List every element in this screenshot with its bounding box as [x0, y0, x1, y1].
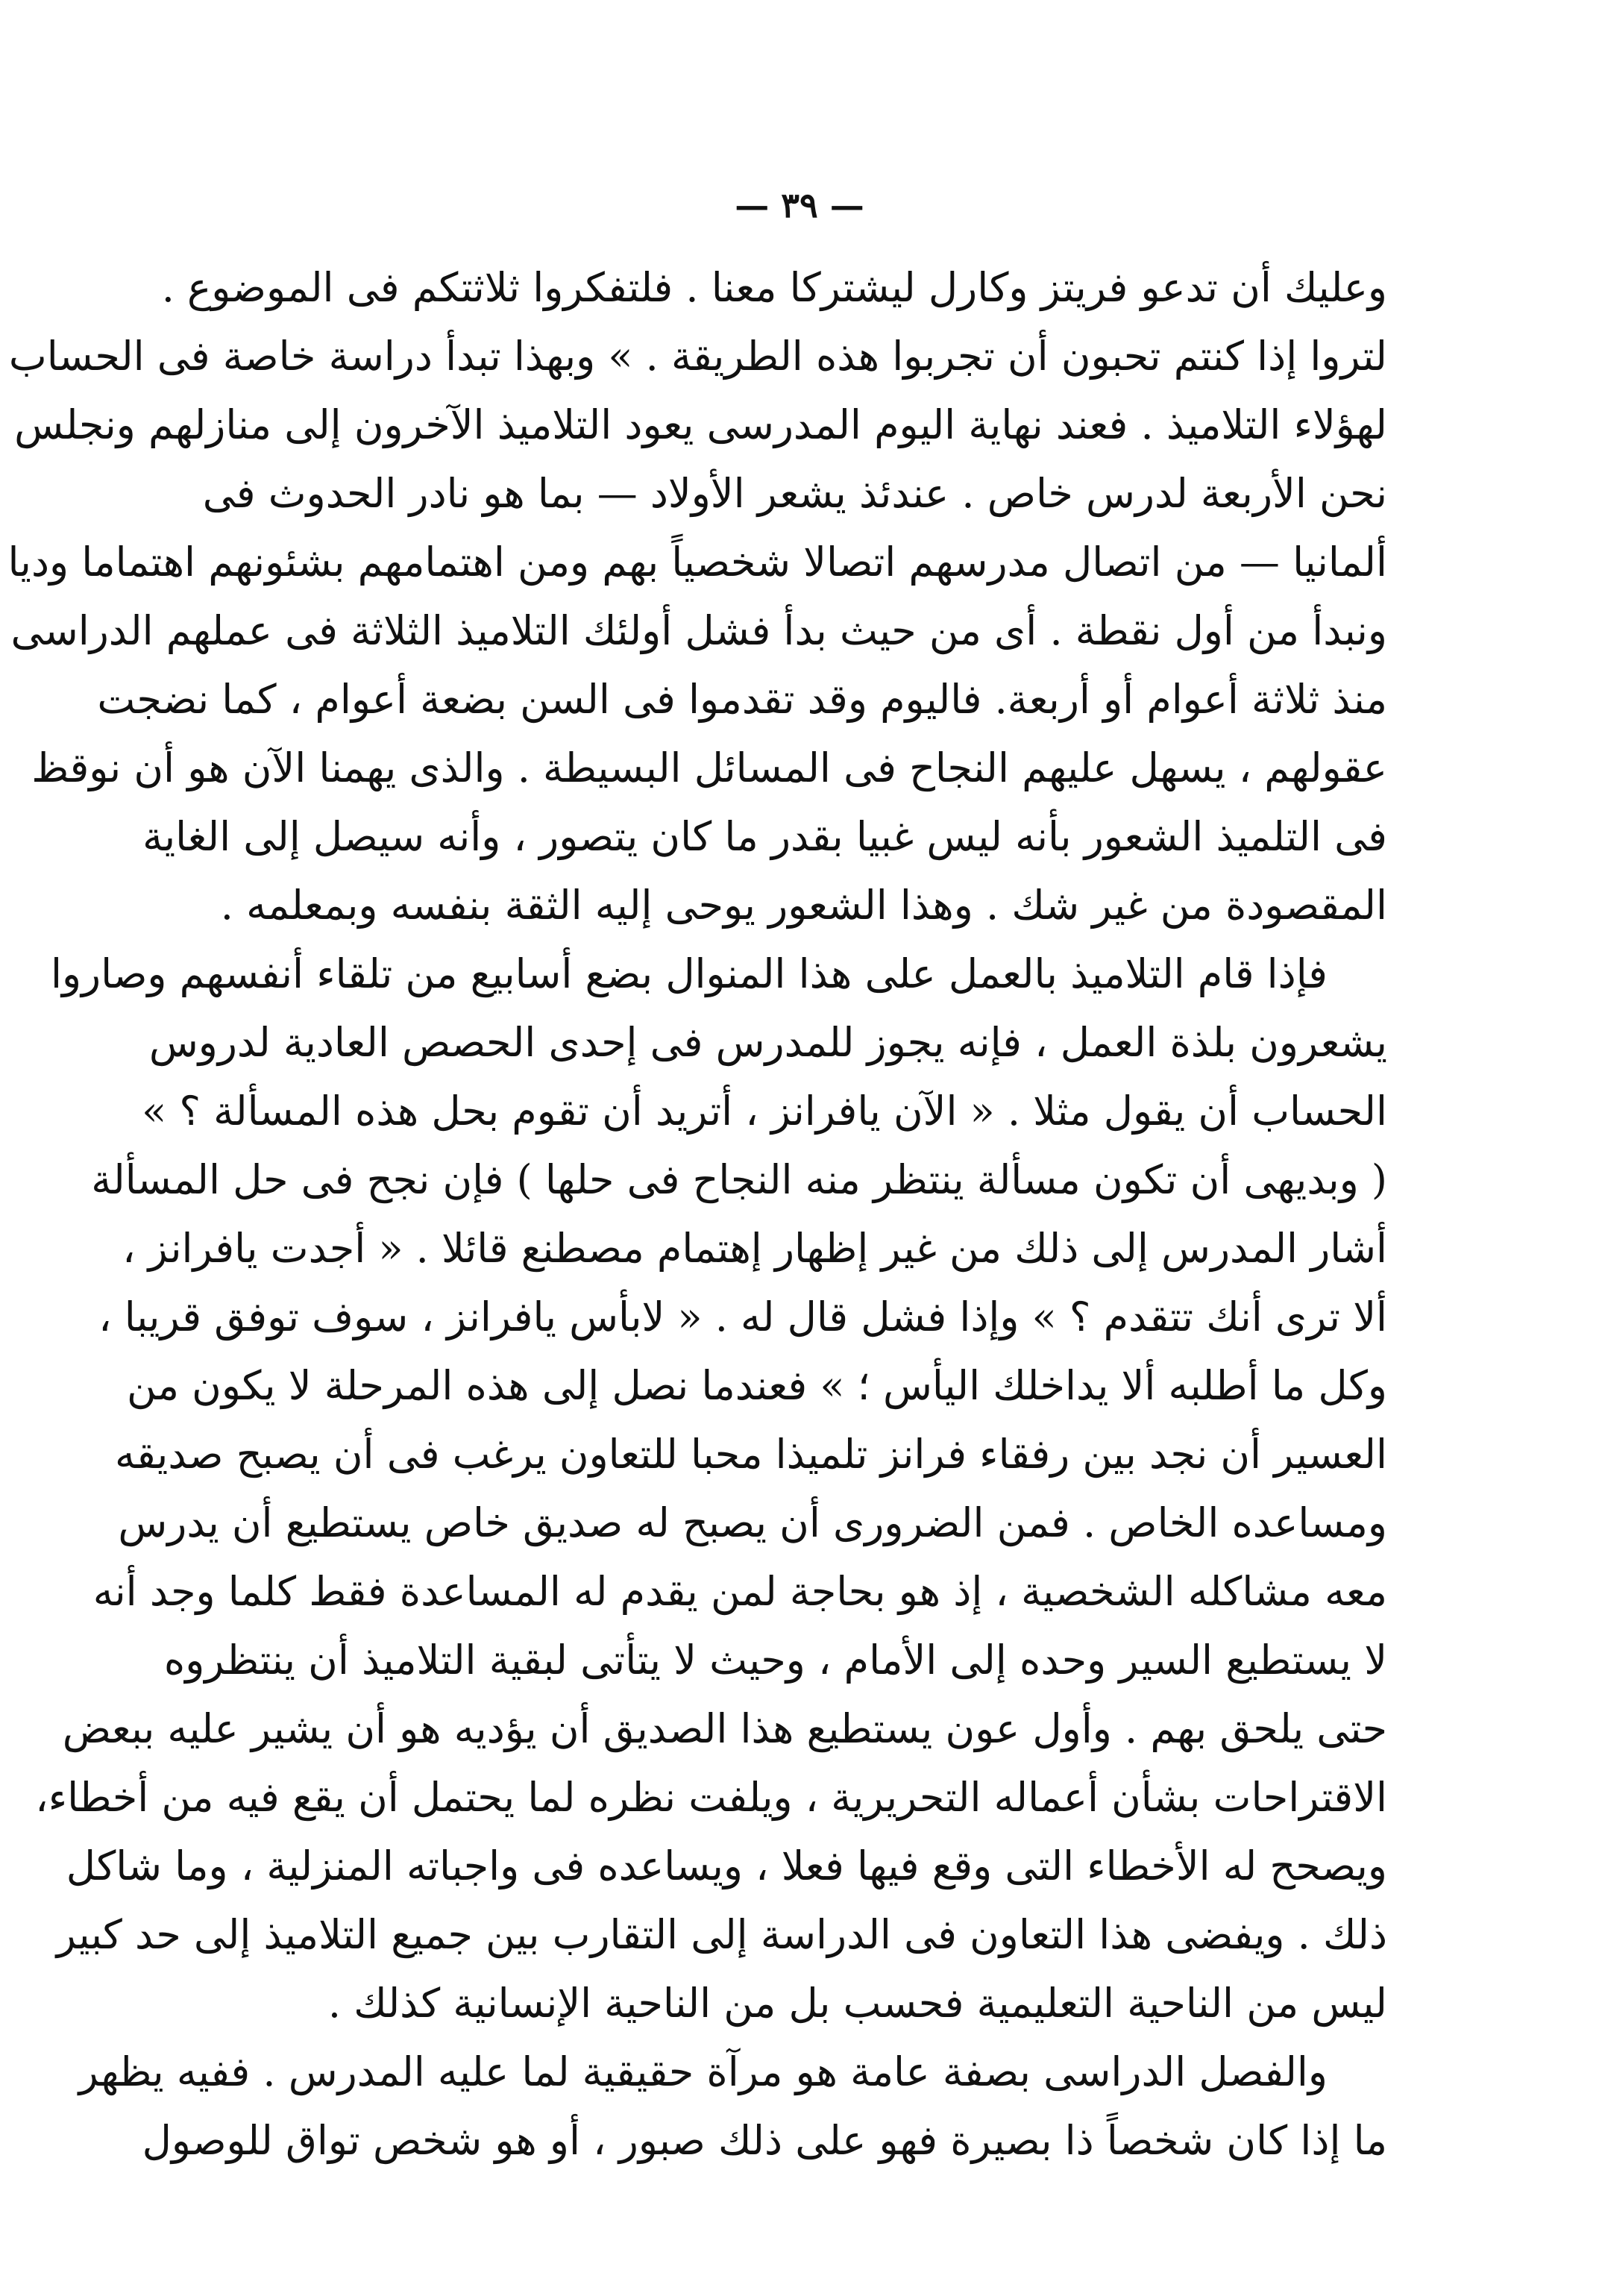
text-line: ما إذا كان شخصاً ذا بصيرة فهو على ذلك صبور ، أو هو شخص تواق للوصول: [142, 2117, 1387, 2164]
text-line: ألمانيا — من اتصال مدرسهم اتصالا شخصياً بهم ومن اهتمامهم بشئونهم اهتماما وديا: [7, 539, 1387, 586]
text-line: ذلك . ويفضى هذا التعاون فى الدراسة إلى التقارب بين جميع التلاميذ إلى حد كبير: [56, 1911, 1387, 1958]
text-line: الحساب أن يقول مثلا . « الآن يافرانز ، أتريد أن تقوم بحل هذه المسألة ؟ »: [142, 1088, 1387, 1135]
text-line: وكل ما أطلبه ألا يداخلك اليأس ؛ » فعندما نصل إلى هذه المرحلة لا يكون من: [126, 1362, 1387, 1409]
paragraph-2: [35, 940, 1387, 2038]
text-line: لا يستطيع السير وحده إلى الأمام ، وحيث لا يتأتى لبقية التلاميذ أن ينتظروه: [163, 1637, 1387, 1684]
text-line: لهؤلاء التلاميذ . فعند نهاية اليوم المدرسى يعود التلاميذ الآخرون إلى منازلهم ونجلس: [14, 401, 1387, 448]
text-line: حتى يلحق بهم . وأول عون يستطيع هذا الصديق أن يؤديه هو أن يشير عليه ببعض: [62, 1705, 1387, 1752]
text-line: نحن الأربعة لدرس خاص . عندئذ يشعر الأولاد — بما هو نادر الحدوث فى: [202, 470, 1387, 517]
text-line: المقصودة من غير شك . وهذا الشعور يوحى إليه الثقة بنفسه وبمعلمه .: [220, 882, 1387, 929]
text-line: منذ ثلاثة أعوام أو أربعة. فاليوم وقد تقدموا فى السن بضعة أعوام ، كما نضجت: [97, 676, 1387, 723]
text-line: والفصل الدراسى بصفة عامة هو مرآة حقيقية لما عليه المدرس . ففيه يظهر: [78, 2048, 1328, 2095]
text-line: فى التلميذ الشعور بأنه ليس غبيا بقدر ما كان يتصور ، وأنه سيصل إلى الغاية: [142, 813, 1387, 860]
text-line: فإذا قام التلاميذ بالعمل على هذا المنوال بضع أسابيع من تلقاء أنفسهم وصاروا: [50, 950, 1328, 997]
text-line: ويصحح له الأخطاء التى وقع فيها فعلا ، ويساعده فى واجباته المنزلية ، وما شاكل: [66, 1842, 1387, 1889]
text-line: معه مشاكله الشخصية ، إذ هو بحاجة لمن يقدم له المساعدة فقط كلما وجد أنه: [92, 1568, 1387, 1615]
text-line: لتروا إذا كنتم تحبون أن تجربوا هذه الطريقة . » وبهذا تبدأ دراسة خاصة فى الحساب: [8, 333, 1387, 380]
body-text: [7, 254, 1387, 2175]
text-line: العسير أن نجد بين رفقاء فرانز تلميذا محبا للتعاون يرغب فى أن يصبح صديقه: [115, 1431, 1387, 1478]
page-number: — ٣٩ —: [735, 185, 864, 225]
text-line: عقولهم ، يسهل عليهم النجاح فى المسائل البسيطة . والذى يهمنا الآن هو أن نوقظ: [31, 744, 1387, 791]
text-line: ألا ترى أنك تتقدم ؟ » وإذا فشل قال له . « لابأس يافرانز ، سوف توفق قريبا ،: [98, 1293, 1387, 1340]
text-line: الاقتراحات بشأن أعماله التحريرية ، ويلفت نظره لما يحتمل أن يقع فيه من أخطاء،: [35, 1774, 1387, 1821]
text-line: يشعرون بلذة العمل ، فإنه يجوز للمدرس فى إحدى الحصص العادية لدروس: [148, 1019, 1387, 1066]
text-line: ( وبديهى أن تكون مسألة ينتظر منه النجاح فى حلها ) فإن نجح فى حل المسألة: [91, 1156, 1387, 1203]
text-line: ومساعده الخاص . فمن الضرورى أن يصبح له صديق خاص يستطيع أن يدرس: [118, 1499, 1387, 1546]
paragraph-3: [78, 2038, 1387, 2175]
text-line: ونبدأ من أول نقطة . أى من حيث بدأ فشل أولئك التلاميذ الثلاثة فى عملهم الدراسى: [10, 607, 1387, 654]
paragraph-1: [7, 254, 1387, 940]
text-line: ليس من الناحية التعليمية فحسب بل من الناحية الإنسانية كذلك .: [327, 1980, 1387, 2027]
text-line: أشار المدرس إلى ذلك من غير إظهار إهتمام مصطنع قائلا . « أجدت يافرانز ،: [122, 1225, 1387, 1272]
text-line: وعليك أن تدعو فريتز وكارل ليشتركا معنا . فلتفكروا ثلاثتكم فى الموضوع .: [161, 264, 1387, 311]
